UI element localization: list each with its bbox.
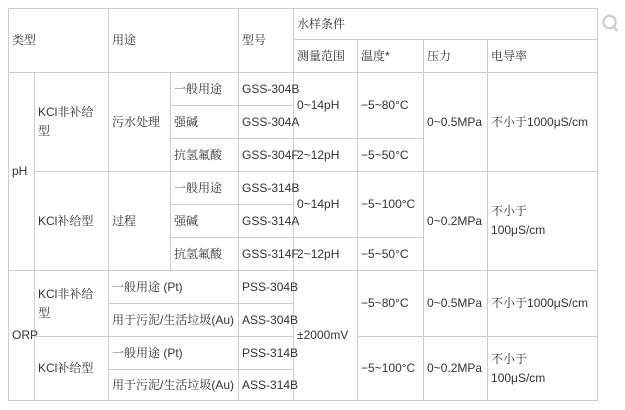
cell-temp: −5~50°C	[358, 238, 424, 271]
cell-purpose: 一般用途	[171, 172, 239, 205]
cell-conductivity	[488, 172, 598, 271]
cell-type-ph: pH	[9, 73, 35, 271]
header-row-1	[9, 9, 598, 40]
cell-purpose: 强碱	[171, 106, 239, 139]
cell-model: GSS-314A	[239, 205, 294, 238]
cell-use-process: 过程	[109, 172, 171, 271]
cell-temp: −5~80°C	[358, 271, 424, 337]
cell-temp: −5~100°C	[358, 337, 424, 401]
conductivity-line-1: 不小于	[491, 204, 528, 218]
cell-model: PSS-314B	[239, 337, 294, 370]
table-row	[9, 172, 598, 205]
cell-kcl-refill: KCl补给型	[35, 337, 109, 401]
cell-conductivity	[488, 337, 598, 401]
cell-type-orp: ORP	[9, 271, 35, 401]
cell-model: GSS-314F	[239, 238, 294, 271]
cell-purpose: 一般用途 (Pt)	[109, 271, 239, 304]
conductivity-line-2: 100μS/cm	[491, 370, 546, 385]
cell-purpose: 抗氢氟酸	[171, 139, 239, 172]
spec-table	[8, 8, 598, 401]
header-type: 类型	[9, 9, 109, 73]
cell-pressure: 0~0.5MPa	[424, 73, 488, 172]
cell-kcl-non-refill: KCl非补给型	[35, 271, 109, 337]
header-temperature: 温度*	[358, 40, 424, 73]
cell-model: GSS-314B	[239, 172, 294, 205]
cell-model: GSS-304A	[239, 106, 294, 139]
header-use: 用途	[109, 9, 239, 73]
cell-model: GSS-304F	[239, 139, 294, 172]
header-conductivity: 电导率	[488, 40, 598, 73]
cell-temp: −5~50°C	[358, 139, 424, 172]
cell-purpose: 一般用途 (Pt)	[109, 337, 239, 370]
cell-pressure: 0~0.5MPa	[424, 271, 488, 337]
conductivity-line-1: 不小于	[491, 351, 528, 366]
cell-purpose: 用于污泥/生活垃圾(Au)	[109, 304, 239, 337]
conductivity-line-2: 100μS/cm	[491, 223, 546, 237]
cell-model: ASS-314B	[239, 370, 294, 401]
cell-conductivity: 不小于1000μS/cm	[488, 271, 598, 337]
cell-range: 0~14pH	[294, 172, 358, 238]
cell-range: ±2000mV	[294, 271, 358, 401]
cell-range: 0~14pH	[294, 73, 358, 139]
cell-purpose: 一般用途	[171, 73, 239, 106]
cell-model: GSS-304B	[239, 73, 294, 106]
cell-conductivity: 不小于1000μS/cm	[488, 73, 598, 172]
header-water-condition: 水样条件	[294, 9, 598, 40]
cell-pressure: 0~0.2MPa	[424, 172, 488, 271]
cell-use-sewage: 污水处理	[109, 73, 171, 172]
cell-model: PSS-304B	[239, 271, 294, 304]
cell-kcl-refill: KCl补给型	[35, 172, 109, 271]
cell-range: 2~12pH	[294, 139, 358, 172]
cell-temp: −5~80°C	[358, 73, 424, 139]
cell-kcl-non-refill: KCl非补给型	[35, 73, 109, 172]
cell-pressure: 0~0.2MPa	[424, 337, 488, 401]
cell-model: ASS-304B	[239, 304, 294, 337]
table-row	[9, 73, 598, 106]
cell-purpose: 强碱	[171, 205, 239, 238]
cell-purpose: 抗氢氟酸	[171, 238, 239, 271]
header-range: 测量范围	[294, 40, 358, 73]
header-model: 型号	[239, 9, 294, 73]
cell-purpose: 用于污泥/生活垃圾(Au)	[109, 370, 239, 401]
cell-range: 2~12pH	[294, 238, 358, 271]
table-row	[9, 271, 598, 304]
header-pressure: 压力	[424, 40, 488, 73]
zoom-icon[interactable]	[601, 13, 621, 35]
cell-temp: −5~100°C	[358, 172, 424, 238]
